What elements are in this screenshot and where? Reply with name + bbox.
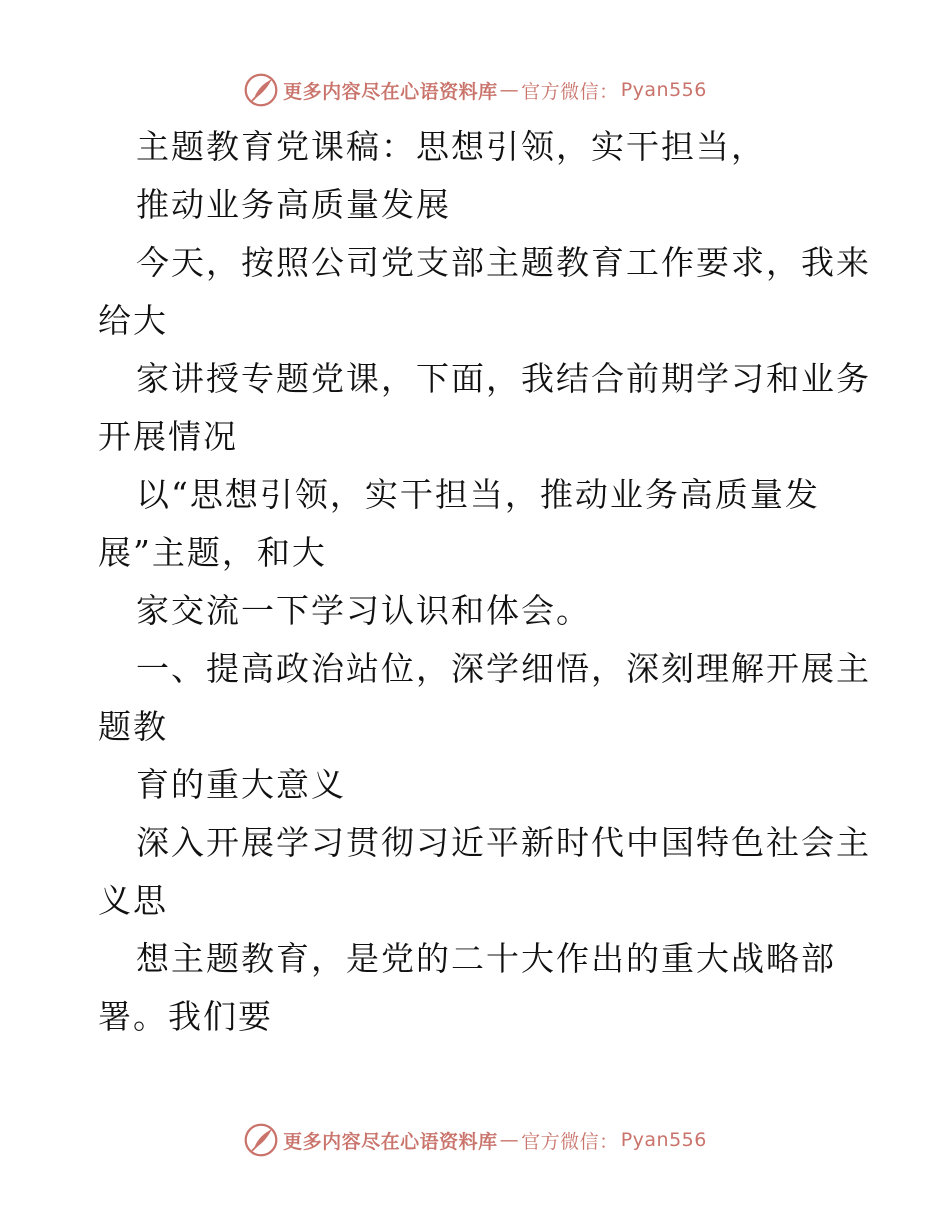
watermark-wechat-id: Pyan556 [620,1129,707,1151]
watermark-wechat-label: 官方微信： [521,80,619,103]
quill-logo-icon [243,72,279,108]
text-line: 义思 [98,881,168,920]
header-watermark [0,70,950,110]
watermark-wechat-label: 官方微信： [521,1130,619,1153]
document-body [98,118,871,1046]
text-line: 今天，按照公司党支部主题教育工作要求，我来 [136,243,871,282]
quill-logo-icon [243,1122,279,1158]
text-line: 开展情况 [98,417,238,456]
text-line: 一、提高政治站位，深学细悟，深刻理解开展主 [136,649,871,688]
text-line: 育的重大意义 [136,765,346,804]
watermark-dash: — [499,1129,520,1151]
text-line: 题教 [98,707,168,746]
text-line: 推动业务高质量发展 [136,185,451,224]
text-line: 展”主题，和大 [98,533,327,572]
text-line: 主题教育党课稿：思想引领，实干担当， [136,127,766,166]
text-line: 家交流一下学习认识和体会。 [136,591,591,630]
text-line: 想主题教育，是党的二十大作出的重大战略部 [136,939,836,978]
text-line: 以“思想引领，实干担当，推动业务高质量发 [136,475,820,514]
footer-watermark [0,1120,950,1160]
watermark-site-text: 更多内容尽在心语资料库 [283,80,498,103]
watermark-dash: — [499,79,520,101]
text-line: 家讲授专题党课，下面，我结合前期学习和业务 [136,359,871,398]
text-line: 署。我们要 [98,997,273,1036]
text-line: 深入开展学习贯彻习近平新时代中国特色社会主 [136,823,871,862]
text-line: 给大 [98,301,168,340]
watermark-wechat-id: Pyan556 [620,79,707,101]
watermark-site-text: 更多内容尽在心语资料库 [283,1130,498,1153]
